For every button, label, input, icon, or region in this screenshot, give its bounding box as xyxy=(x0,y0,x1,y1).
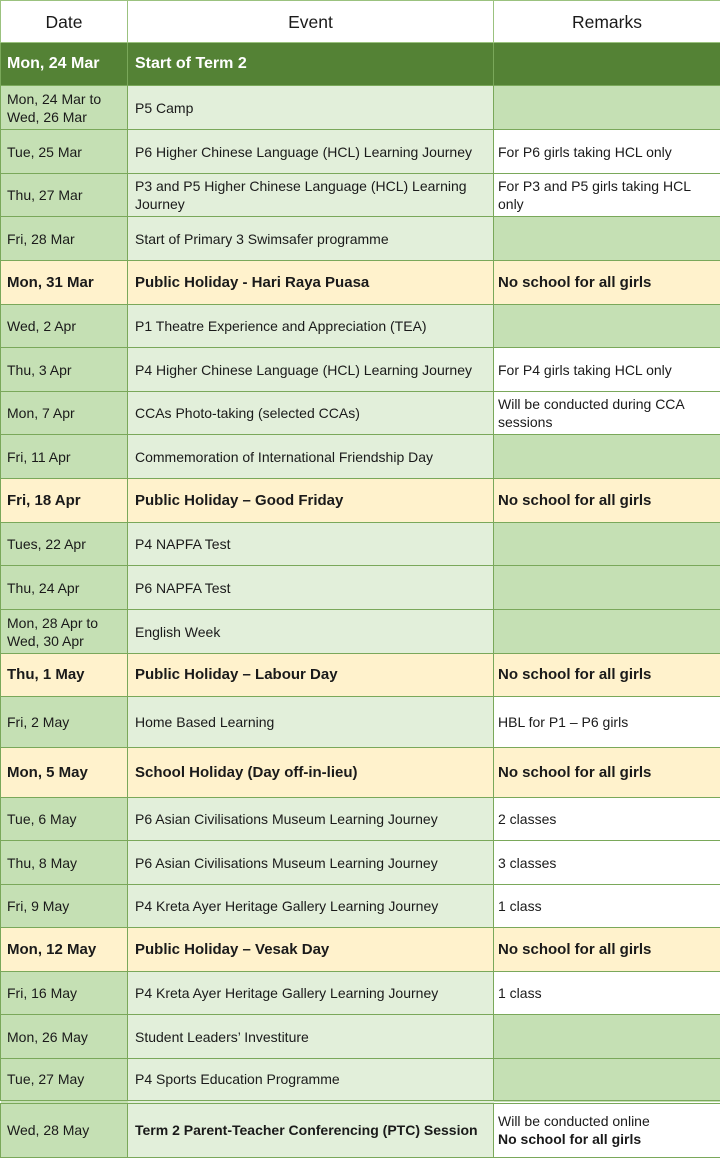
header-remarks: Remarks xyxy=(494,1,720,43)
date-cell: Fri, 2 May xyxy=(1,697,128,748)
table-row xyxy=(1,972,720,1015)
table-row xyxy=(1,841,720,885)
header-event: Event xyxy=(128,1,494,43)
event-cell: Home Based Learning xyxy=(128,697,494,748)
remarks-line-bold: No school for all girls xyxy=(498,1131,642,1148)
holiday-row xyxy=(1,261,720,305)
date-cell: Fri, 9 May xyxy=(1,885,128,928)
table-row xyxy=(1,435,720,479)
remarks-cell xyxy=(494,305,720,348)
remarks-cell: 3 classes xyxy=(494,841,720,885)
remarks-line: Will be conducted online xyxy=(498,1113,650,1130)
event-cell: Start of Primary 3 Swimsafer programme xyxy=(128,217,494,261)
remarks-cell xyxy=(494,217,720,261)
date-cell: Thu, 27 Mar xyxy=(1,174,128,217)
event-cell: Commemoration of International Friendship Day xyxy=(128,435,494,479)
remarks-cell: 1 class xyxy=(494,885,720,928)
table-row xyxy=(1,798,720,841)
date-cell: Mon, 12 May xyxy=(1,928,128,972)
date-cell: Wed, 2 Apr xyxy=(1,305,128,348)
remarks-cell xyxy=(494,523,720,566)
event-cell: P4 Sports Education Programme xyxy=(128,1059,494,1102)
holiday-row xyxy=(1,928,720,972)
calendar-body xyxy=(1,43,720,1158)
remarks-cell xyxy=(494,86,720,130)
event-cell: Public Holiday – Labour Day xyxy=(128,654,494,697)
event-cell: P4 Kreta Ayer Heritage Gallery Learning Journey xyxy=(128,885,494,928)
date-cell: Tue, 6 May xyxy=(1,798,128,841)
event-cell: Term 2 Parent-Teacher Conferencing (PTC) Session xyxy=(128,1102,494,1158)
remarks-cell: For P3 and P5 girls taking HCL only xyxy=(494,174,720,217)
remarks-cell xyxy=(494,566,720,610)
remarks-cell: 1 class xyxy=(494,972,720,1015)
event-cell: English Week xyxy=(128,610,494,654)
event-cell: P4 NAPFA Test xyxy=(128,523,494,566)
table-row xyxy=(1,885,720,928)
remarks-cell: Will be conducted during CCA sessions xyxy=(494,392,720,435)
date-cell: Thu, 8 May xyxy=(1,841,128,885)
remarks-cell: No school for all girls xyxy=(494,928,720,972)
table-row xyxy=(1,697,720,748)
remarks-cell: No school for all girls xyxy=(494,479,720,523)
event-cell: P3 and P5 Higher Chinese Language (HCL) Learning Journey xyxy=(128,174,494,217)
event-cell: P4 Higher Chinese Language (HCL) Learning Journey xyxy=(128,348,494,392)
date-cell: Mon, 26 May xyxy=(1,1015,128,1059)
table-row xyxy=(1,305,720,348)
table-row xyxy=(1,130,720,174)
remarks-cell: For P4 girls taking HCL only xyxy=(494,348,720,392)
event-cell: Public Holiday - Hari Raya Puasa xyxy=(128,261,494,305)
table-row xyxy=(1,523,720,566)
remarks-cell: HBL for P1 – P6 girls xyxy=(494,697,720,748)
table-row xyxy=(1,610,720,654)
event-cell: Student Leaders’ Investiture xyxy=(128,1015,494,1059)
holiday-row xyxy=(1,748,720,798)
date-cell: Mon, 5 May xyxy=(1,748,128,798)
holiday-row xyxy=(1,479,720,523)
remarks-cell: For P6 girls taking HCL only xyxy=(494,130,720,174)
event-cell: P6 NAPFA Test xyxy=(128,566,494,610)
table-row xyxy=(1,174,720,217)
remarks-cell xyxy=(494,43,720,86)
table-row xyxy=(1,392,720,435)
remarks-cell: 2 classes xyxy=(494,798,720,841)
date-cell: Fri, 28 Mar xyxy=(1,217,128,261)
event-cell: CCAs Photo-taking (selected CCAs) xyxy=(128,392,494,435)
date-cell: Mon, 7 Apr xyxy=(1,392,128,435)
date-cell: Fri, 16 May xyxy=(1,972,128,1015)
table-row xyxy=(1,1015,720,1059)
event-cell: P6 Higher Chinese Language (HCL) Learning Journey xyxy=(128,130,494,174)
event-cell: P6 Asian Civilisations Museum Learning Journey xyxy=(128,798,494,841)
remarks-cell xyxy=(494,1015,720,1059)
date-cell: Mon, 24 Mar to Wed, 26 Mar xyxy=(1,86,128,130)
date-cell: Thu, 1 May xyxy=(1,654,128,697)
remarks-cell: No school for all girls xyxy=(494,654,720,697)
date-cell: Mon, 28 Apr to Wed, 30 Apr xyxy=(1,610,128,654)
remarks-cell xyxy=(494,1102,720,1158)
table-row xyxy=(1,86,720,130)
table-row xyxy=(1,1059,720,1102)
holiday-row xyxy=(1,654,720,697)
date-cell: Tue, 27 May xyxy=(1,1059,128,1102)
header-date: Date xyxy=(1,1,128,43)
remarks-cell: No school for all girls xyxy=(494,261,720,305)
event-cell: P1 Theatre Experience and Appreciation (TEA) xyxy=(128,305,494,348)
date-cell: Tue, 25 Mar xyxy=(1,130,128,174)
remarks-cell: No school for all girls xyxy=(494,748,720,798)
date-cell: Mon, 31 Mar xyxy=(1,261,128,305)
remarks-cell xyxy=(494,1059,720,1102)
event-cell: Public Holiday – Good Friday xyxy=(128,479,494,523)
date-cell: Mon, 24 Mar xyxy=(1,43,128,86)
event-cell: P5 Camp xyxy=(128,86,494,130)
header-row xyxy=(1,1,720,43)
remarks-cell xyxy=(494,435,720,479)
remarks-cell xyxy=(494,610,720,654)
event-cell: Start of Term 2 xyxy=(128,43,494,86)
date-cell: Tues, 22 Apr xyxy=(1,523,128,566)
event-cell: Public Holiday – Vesak Day xyxy=(128,928,494,972)
table-row xyxy=(1,1102,720,1158)
event-cell: P4 Kreta Ayer Heritage Gallery Learning Journey xyxy=(128,972,494,1015)
event-cell: P6 Asian Civilisations Museum Learning Journey xyxy=(128,841,494,885)
table-row xyxy=(1,348,720,392)
date-cell: Thu, 3 Apr xyxy=(1,348,128,392)
event-cell: School Holiday (Day off-in-lieu) xyxy=(128,748,494,798)
date-cell: Fri, 11 Apr xyxy=(1,435,128,479)
date-cell: Fri, 18 Apr xyxy=(1,479,128,523)
term-start-row xyxy=(1,43,720,86)
table-row xyxy=(1,217,720,261)
date-cell: Thu, 24 Apr xyxy=(1,566,128,610)
table-row xyxy=(1,566,720,610)
date-cell: Wed, 28 May xyxy=(1,1102,128,1158)
